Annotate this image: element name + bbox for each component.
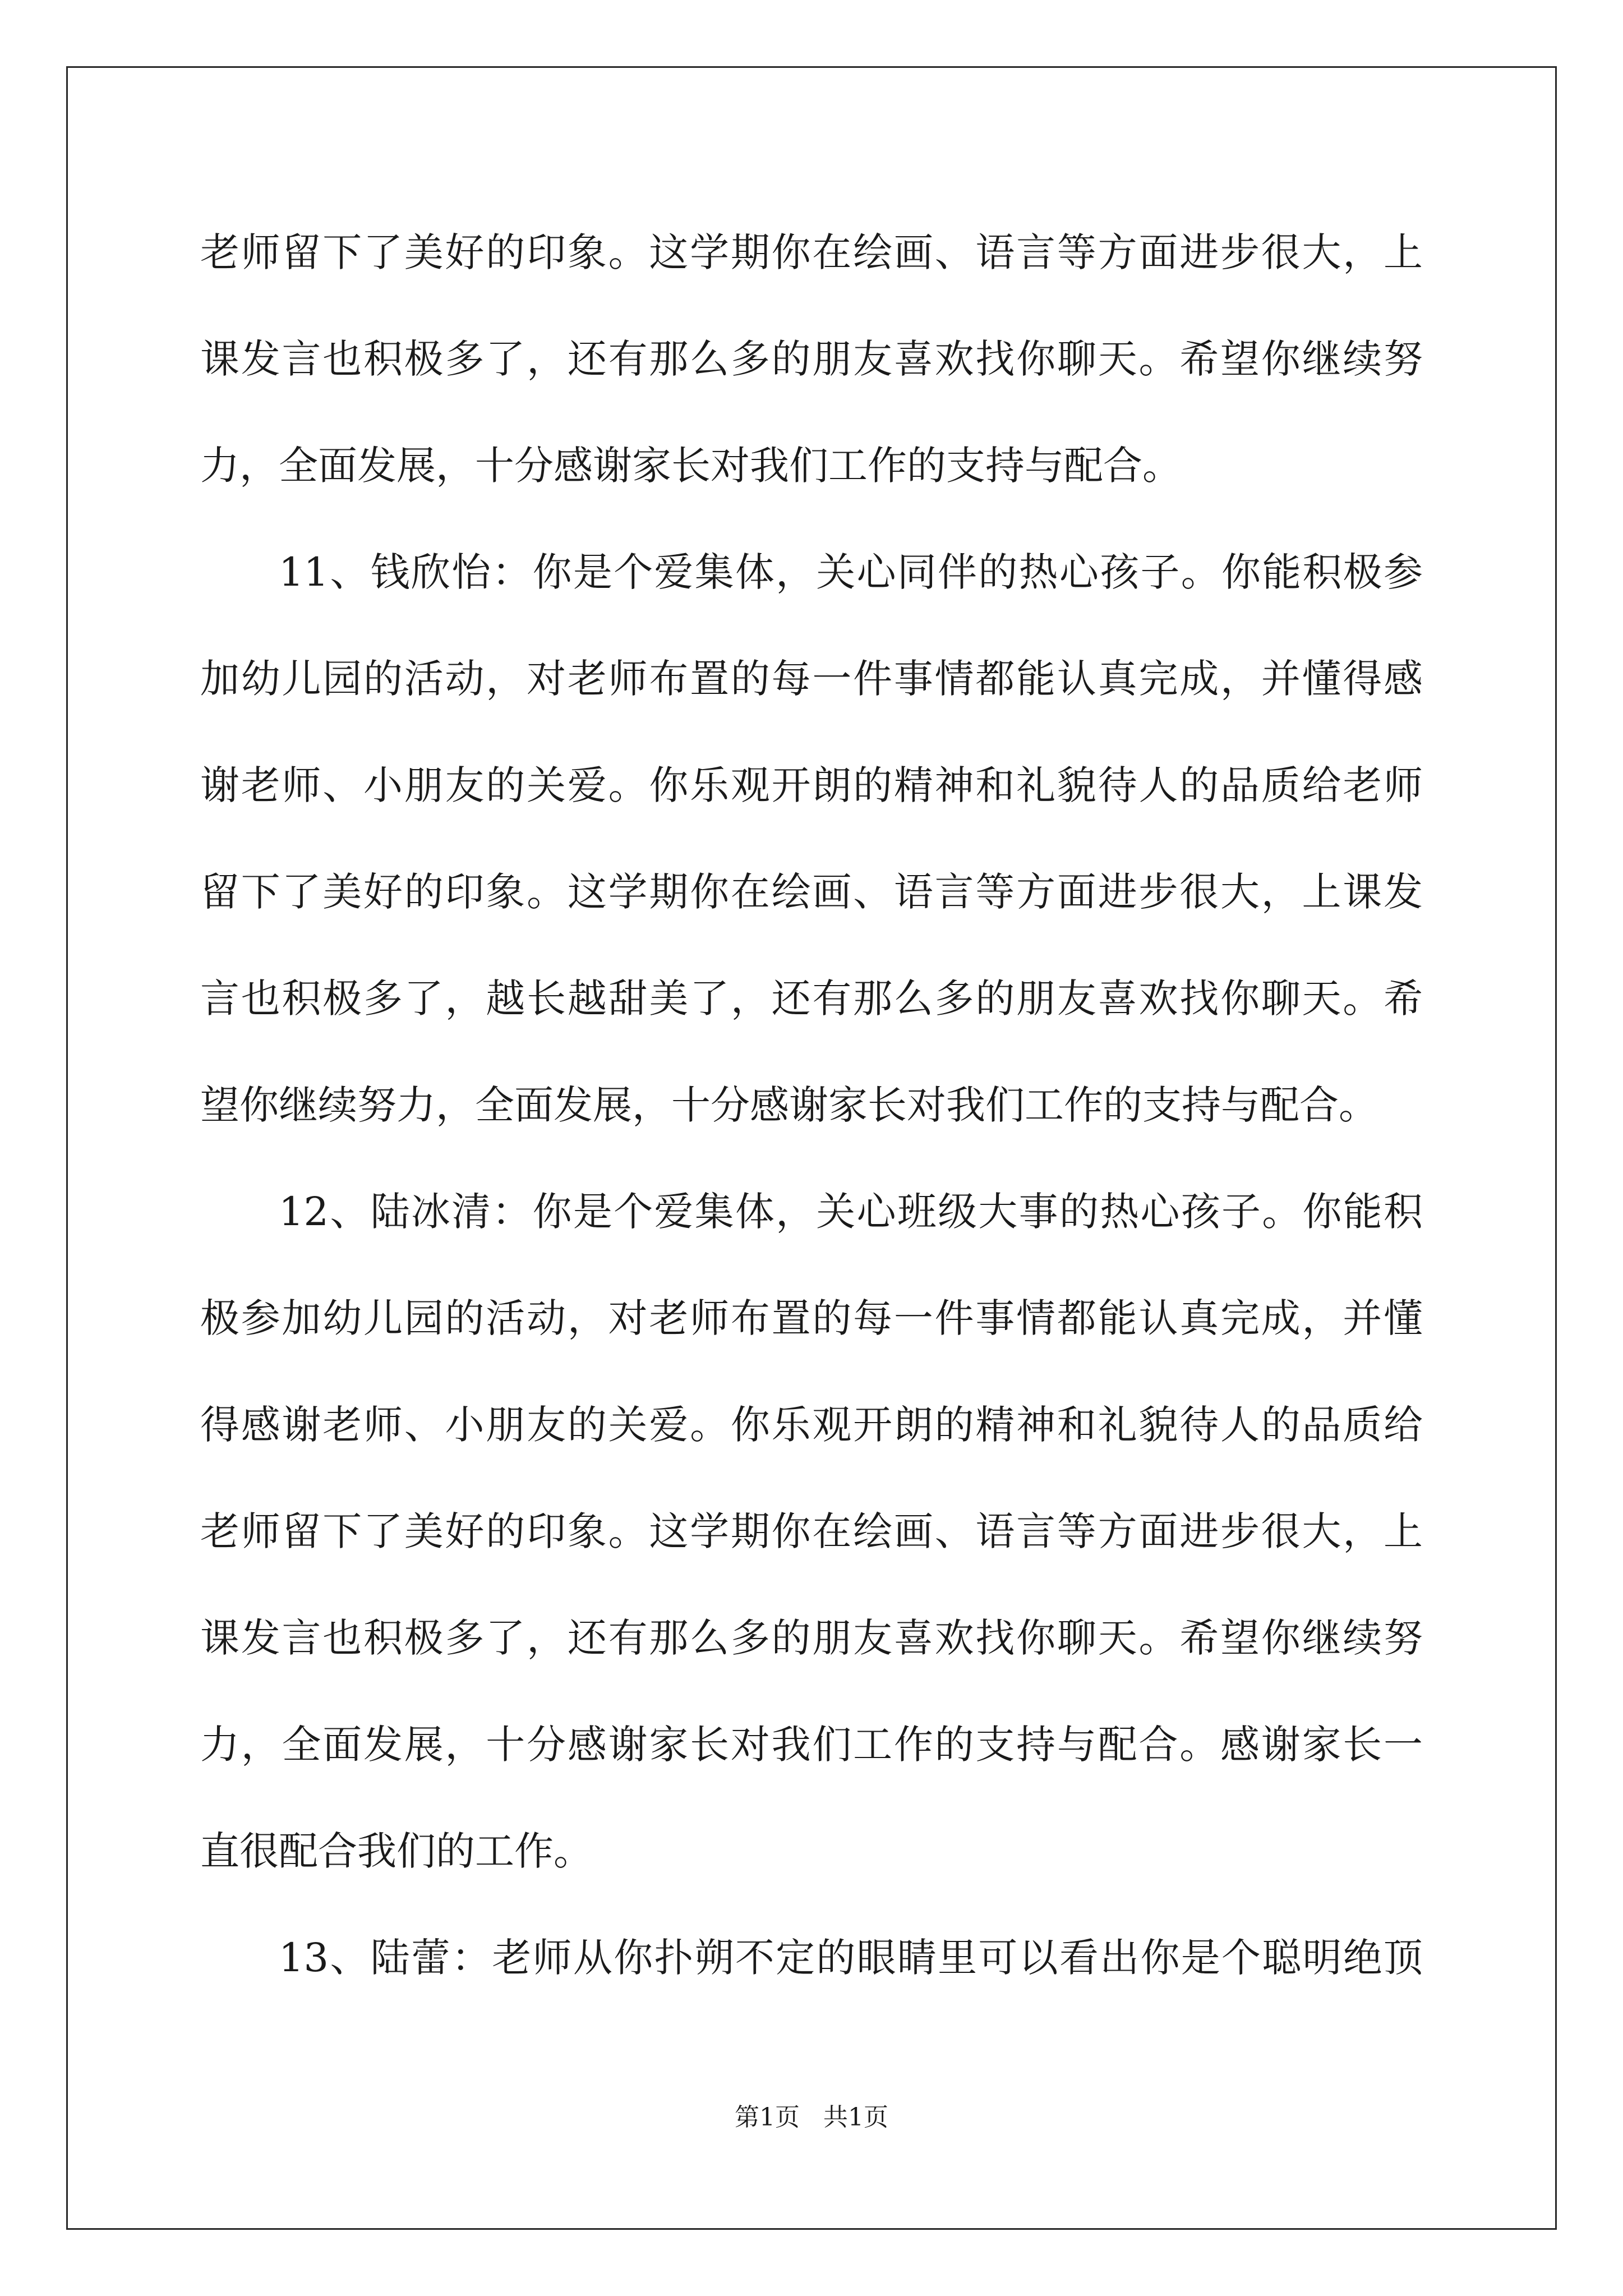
text-line: 力，全面发展，十分感谢家长对我们工作的支持与配合。 <box>200 443 1182 489</box>
text-line: 力，全面发展，十分感谢家长对我们工作的支持与配合。感谢家长一 <box>200 1722 1423 1768</box>
text-line: 极参加幼儿园的活动，对老师布置的每一件事情都能认真完成，并懂 <box>200 1295 1423 1341</box>
text-line: 课发言也积极多了，还有那么多的朋友喜欢找你聊天。希望你继续努 <box>200 336 1423 382</box>
text-line: 直很配合我们的工作。 <box>200 1828 593 1874</box>
paragraph-start-13: 13、陆蕾：老师从你扑朔不定的眼睛里可以看出你是个聪明绝顶 <box>279 1935 1423 1981</box>
paragraph-start-12: 12、陆冰清：你是个爱集体，关心班级大事的热心孩子。你能积 <box>279 1189 1423 1235</box>
text-line: 望你继续努力，全面发展，十分感谢家长对我们工作的支持与配合。 <box>200 1082 1378 1128</box>
text-line: 课发言也积极多了，还有那么多的朋友喜欢找你聊天。希望你继续努 <box>200 1615 1423 1661</box>
text-line: 老师留下了美好的印象。这学期你在绘画、语言等方面进步很大，上 <box>200 229 1423 275</box>
text-line: 得感谢老师、小朋友的关爱。你乐观开朗的精神和礼貌待人的品质给 <box>200 1402 1423 1448</box>
page-number-footer: 第1页 共1页 <box>735 2103 888 2132</box>
text-line: 言也积极多了，越长越甜美了，还有那么多的朋友喜欢找你聊天。希 <box>200 976 1423 1022</box>
text-line: 留下了美好的印象。这学期你在绘画、语言等方面进步很大，上课发 <box>200 869 1423 915</box>
text-line: 谢老师、小朋友的关爱。你乐观开朗的精神和礼貌待人的品质给老师 <box>200 762 1423 808</box>
text-line: 加幼儿园的活动，对老师布置的每一件事情都能认真完成，并懂得感 <box>200 656 1423 702</box>
paragraph-start-11: 11、钱欣怡：你是个爱集体，关心同伴的热心孩子。你能积极参 <box>279 549 1423 595</box>
text-line: 老师留下了美好的印象。这学期你在绘画、语言等方面进步很大，上 <box>200 1508 1423 1554</box>
